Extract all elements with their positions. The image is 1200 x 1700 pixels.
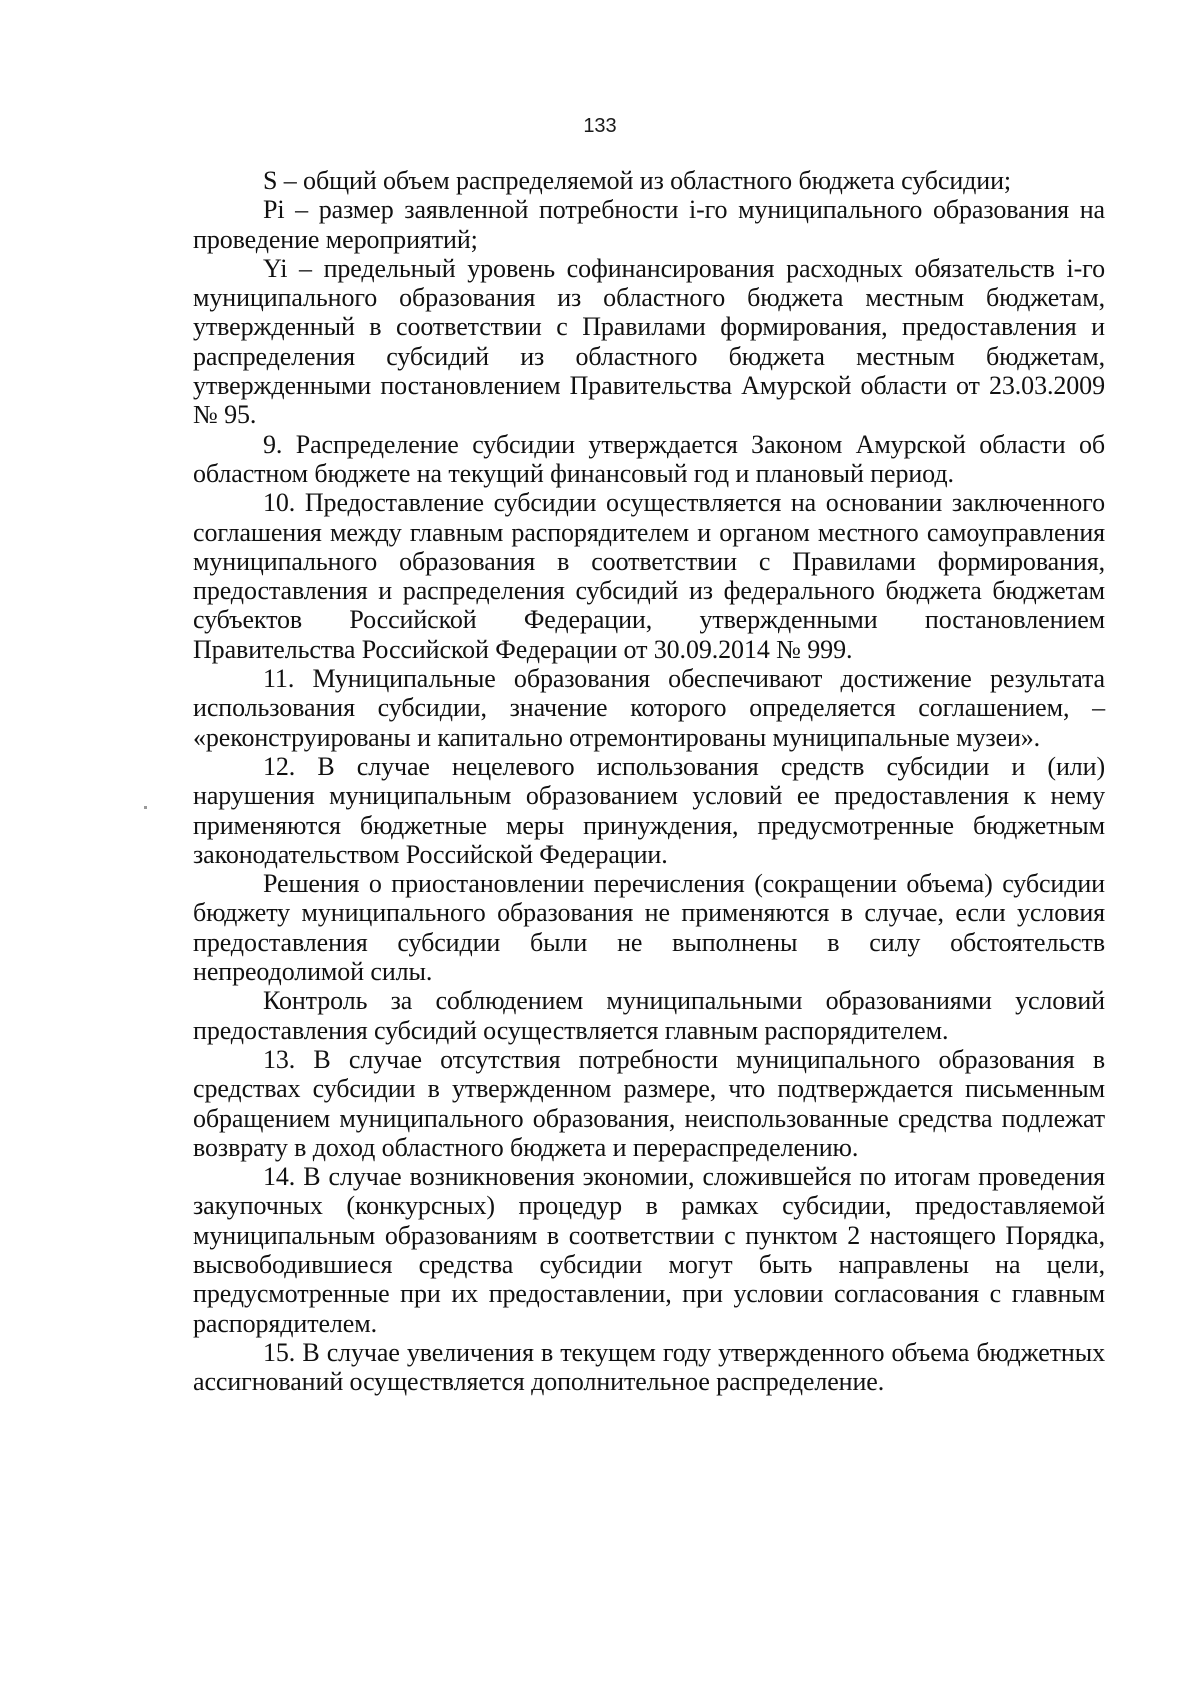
paragraph-item-13: 13. В случае отсутствия потребности муниципального образования в средствах субсидии в утвержденном размере, что подтверждается письменным обращением муниципального образования, неиспользованные средства подлежат возврату в доход областного бюджета и перераспределению. (193, 1044, 1105, 1162)
document-body (193, 166, 1105, 1396)
paragraph-control: Контроль за соблюдением муниципальными образованиями условий предоставления субсидий осуществляется главным распорядителем. (193, 986, 1105, 1045)
paragraph-item-15: 15. В случае увеличения в текущем году утвержденного объема бюджетных ассигнований осуществляется дополнительное распределение. (193, 1337, 1105, 1397)
paragraph-item-12: 12. В случае нецелевого использования средств субсидии и (или) нарушения муниципальным образованием условий ее предоставления к нему применяются бюджетные меры принуждения, предусмотренные бюджетным законодательством Российской Федерации. (193, 751, 1105, 869)
margin-mark (144, 806, 147, 809)
paragraph-s-definition: S – общий объем распределяемой из областного бюджета субсидии; (263, 166, 1012, 195)
paragraph-pi-definition: Pi – размер заявленной потребности i-го муниципального образования на проведение мероприятий; (193, 195, 1105, 254)
paragraph-item-11: 11. Муниципальные образования обеспечивают достижение результата использования субсидии, значение которого определяется соглашением, – «реконструированы и капитально отремонтированы муниципальные музеи». (193, 664, 1105, 752)
paragraph-suspension-decisions: Решения о приостановлении перечисления (сокращении объема) субсидии бюджету муниципального образования не применяются в случае, если условия предоставления субсидии были не выполнены в силу обстоятельств непреодолимой силы. (193, 869, 1105, 987)
paragraph-item-9: 9. Распределение субсидии утверждается Законом Амурской области об областном бюджете на текущий финансовый год и плановый период. (193, 429, 1105, 488)
paragraph-item-14: 14. В случае возникновения экономии, сложившейся по итогам проведения закупочных (конкурсных) процедур в рамках субсидии, предоставляемой муниципальным образованиям в соответствии с пунктом 2 настоящего Порядка, высвободившиеся средства субсидии могут быть направлены на цели, предусмотренные при их предоставлении, при условии согласования с главным распорядителем. (193, 1162, 1105, 1338)
paragraph-item-10: 10. Предоставление субсидии осуществляется на основании заключенного соглашения между главным распорядителем и органом местного самоуправления муниципального образования в соответствии с Правилами формирования, предоставления и распределения субсидий из федерального бюджета бюджетам субъектов Российской Федерации, утвержденными постановлением Правительства Российской Федерации от 30.09.2014 № 999. (193, 488, 1105, 664)
page-number: 133 (583, 115, 617, 137)
paragraph-yi-definition: Yi – предельный уровень софинансирования расходных обязательств i-го муниципального образования из областного бюджета местным бюджетам, утвержденный в соответствии с Правилами формирования, предоставления и распределения субсидий из областного бюджета местным бюджетам, утвержденными постановлением Правительства Амурской области от 23.03.2009 № 95. (193, 253, 1105, 430)
